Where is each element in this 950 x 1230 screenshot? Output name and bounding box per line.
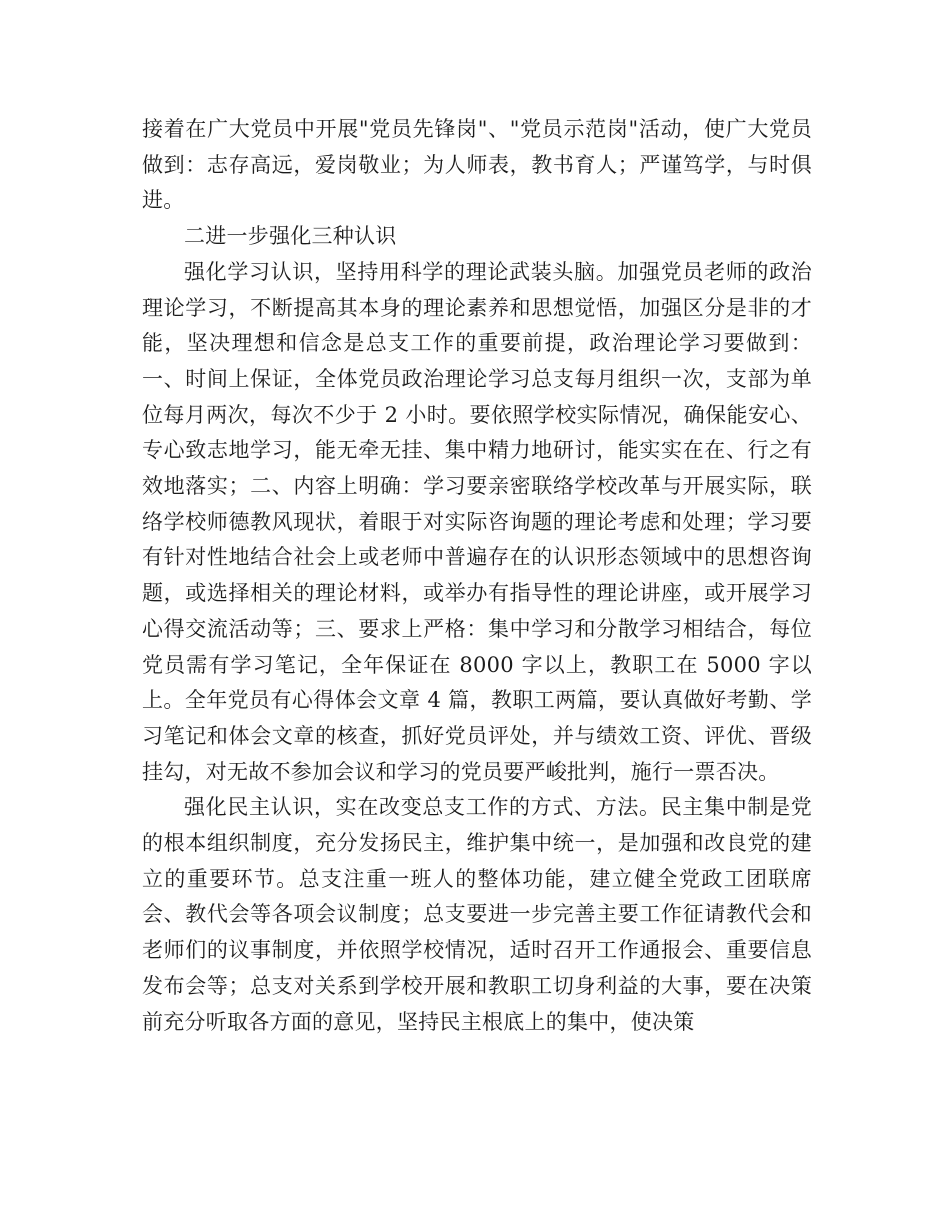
section-heading: 二进一步强化三种认识 bbox=[184, 224, 397, 249]
paragraph-democracy-awareness: 强化民主认识，实在改变总支工作的方式、方法。民主集中制是党的根本组织制度，充分发扬民主，维护集中统一，是加强和改良党的建立的重要环节。总支注重一班人的整体功能，建立健全党政工团联席会、教代会等各项会议制度；总支要进一步完善主要工作征请教代会和老师们的议事制度，并依照学校情况，适时召开工作通报会、重要信息发布会等；总支对关系到学校开展和教职工切身利益的大事，要在决策前充分听取各方面的意见，坚持民主根底上的集中，使决策 bbox=[142, 795, 812, 1034]
document-body bbox=[142, 112, 812, 1040]
paragraph-study-awareness: 强化学习认识，坚持用科学的理论武装头脑。加强党员老师的政治理论学习，不断提高其本身的理论素养和思想觉悟，加强区分是非的才能，坚决理想和信念是总支工作的重要前提，政治理论学习要做到：一、时间上保证，全体党员政治理论学习总支每月组织一次，支部为单位每月两次，每次不少于 2 小时。要依照学校实际情况，确保能安心、专心致志地学习，能无牵无挂、集中精力地研讨，能实实在在、行之有效地落实；二、内容上明确：学习要亲密联络学校改革与开展实际，联络学校师德教风现状，着眼于对实际咨询题的理论考虑和处理；学习要有针对性地结合社会上或老师中普遍存在的认识形态领域中的思想咨询题，或选择相关的理论材料，或举办有指导性的理论讲座，或开展学习心得交流活动等；三、要求上严格：集中学习和分散学习相结合，每位党员需有学习笔记，全年保证在 8000 字以上，教职工在 5000 字以上。全年党员有心得体会文章 4 篇，教职工两篇，要认真做好考勤、学习笔记和体会文章的核查，抓好党员评处，并与绩效工资、评优、晋级挂勾，对无故不参加会议和学习的党员要严峻批判，施行一票否决。 bbox=[142, 259, 812, 784]
paragraph-continuation: 接着在广大党员中开展"党员先锋岗"、"党员示范岗"活动，使广大党员做到：志存高远，爱岗敬业；为人师表，教书育人；严谨笃学，与时俱进。 bbox=[142, 117, 812, 213]
